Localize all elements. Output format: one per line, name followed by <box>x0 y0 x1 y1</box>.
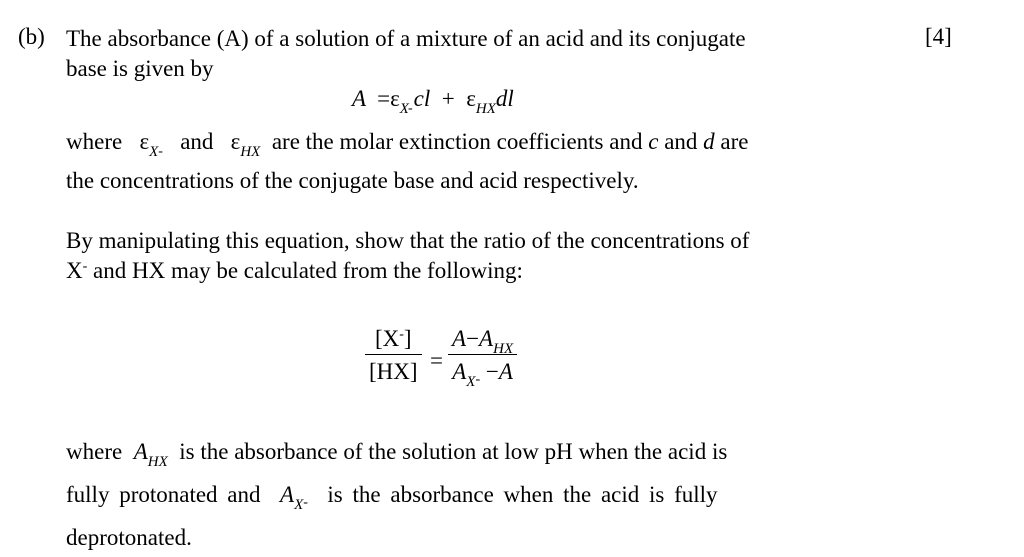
instruction-paragraph <box>66 226 842 290</box>
where1-tail: are the molar extinction coefficients and <box>271 129 643 154</box>
intro-line-1: The absorbance (A) of a solution of a mixture of an acid and its conjugate <box>66 26 746 51</box>
eq1-lhs: A <box>352 86 366 111</box>
var-d: d <box>703 129 715 154</box>
where-word: where <box>66 129 123 154</box>
where1-line-2: the concentrations of the conjugate base and acid respectively. <box>66 168 639 193</box>
ratio-rhs-fraction <box>448 326 517 390</box>
lhs-denominator: [HX] <box>369 359 418 384</box>
where2-line-2: fully protonated and $A_X-$ is the absorbance when the acid is fully <box>66 482 718 513</box>
epsilon-x-sup: - <box>158 144 163 159</box>
instruction-line-2: X- and HX may be calculated from the following: <box>66 258 523 283</box>
eq1-sub-x: X <box>399 101 409 117</box>
where2-line-3: deprotonated. <box>66 525 192 550</box>
ratio-equals: = <box>430 348 443 373</box>
epsilon-hx-sub: HX <box>240 144 261 160</box>
epsilon-hx: ε <box>230 129 241 154</box>
eq1-dl: dl <box>495 86 514 111</box>
rhs-denominator: $A_X- -A$ <box>452 359 513 390</box>
intro-paragraph <box>66 24 842 84</box>
epsilon-x-sub-x: X <box>149 144 159 160</box>
question-part-label: (b) <box>18 24 45 49</box>
instruction-line-1: By manipulating this equation, show that the ratio of the concentrations of <box>66 228 750 253</box>
absorbance-definitions <box>66 432 842 557</box>
and-word-2: and <box>664 129 698 154</box>
marks-label: [4] <box>925 24 952 49</box>
epsilon-x: ε <box>139 129 150 154</box>
absorbance-equation <box>352 86 514 117</box>
eq1-equals: = <box>377 86 391 111</box>
where2-line-1: where $A_{HX}$ is the absorbance of the solution at low pH when the acid is <box>66 439 728 470</box>
coefficients-definition <box>66 127 842 161</box>
ratio-lhs-fraction <box>365 326 422 385</box>
var-c: c <box>648 129 659 154</box>
eq1-epsilon-2: ε <box>466 86 476 111</box>
eq1-sup-minus: - <box>407 101 413 116</box>
intro-line-2: base is given by <box>66 56 214 81</box>
rhs-numerator: $A-A_{HX}$ <box>448 326 517 355</box>
eq1-plus: + <box>441 86 455 111</box>
and-word: and <box>180 129 214 154</box>
eq1-sub-hx: HX <box>475 101 496 117</box>
eq1-epsilon-1: ε <box>390 86 400 111</box>
are-word: are <box>720 129 749 154</box>
lhs-numerator: [X-] <box>365 326 422 355</box>
eq1-cl: cl <box>413 86 431 111</box>
